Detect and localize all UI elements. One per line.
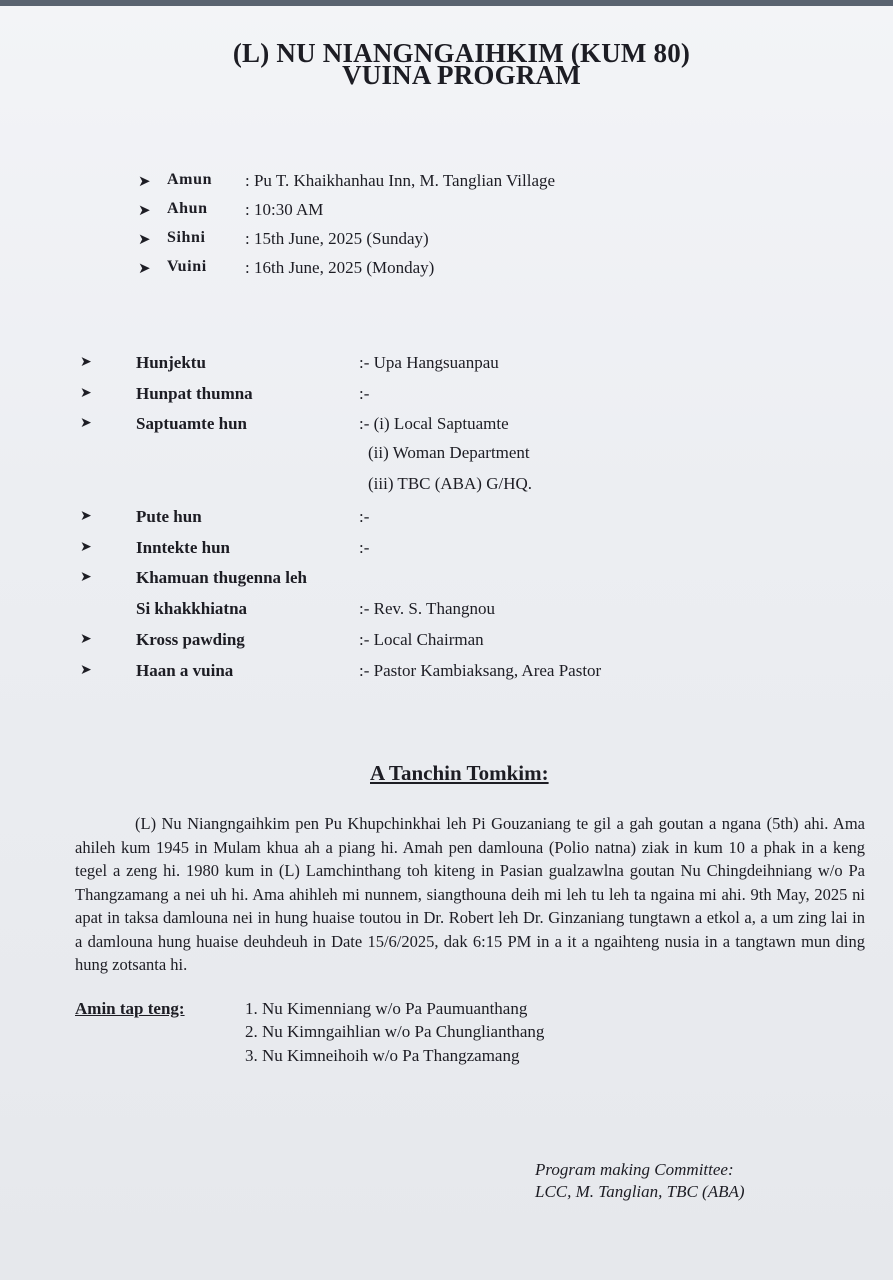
saptuamte-sub-item: (ii) Woman Department — [368, 443, 530, 462]
arrow-icon: ➤ — [138, 232, 151, 248]
info-value: : 16th June, 2025 (Monday) — [245, 258, 435, 277]
program-value: :- Upa Hangsuanpau — [359, 353, 499, 372]
arrow-icon: ➤ — [138, 174, 151, 190]
program-value: :- Pastor Kambiaksang, Area Pastor — [359, 661, 602, 680]
family-item: 2. Nu Kimngaihlian w/o Pa Chunglianthang — [245, 1022, 545, 1041]
program-label: Pute hun — [136, 507, 202, 526]
info-label: Amun — [167, 171, 213, 188]
program-label: Hunjektu — [136, 353, 206, 372]
program-value: :- Local Chairman — [359, 630, 484, 649]
arrow-icon: ➤ — [80, 416, 92, 431]
committee-title: Program making Committee: — [535, 1160, 734, 1179]
arrow-icon: ➤ — [138, 203, 151, 219]
program-value: :- Rev. S. Thangnou — [359, 599, 495, 618]
program-label: Kross pawding — [136, 630, 245, 649]
top-edge — [0, 0, 893, 6]
info-value: : Pu T. Khaikhanhau Inn, M. Tanglian Village — [245, 171, 556, 190]
program-value: :- — [359, 507, 370, 526]
program-label: Haan a vuina — [136, 661, 234, 680]
document-subtitle: VUINA PROGRAM — [342, 60, 581, 90]
info-value: : 15th June, 2025 (Sunday) — [245, 229, 429, 248]
arrow-icon: ➤ — [80, 632, 92, 647]
program-value: :- — [359, 538, 370, 557]
info-label: Sihni — [167, 229, 206, 246]
program-label: Hunpat thumna — [136, 384, 253, 403]
arrow-icon: ➤ — [80, 663, 92, 678]
family-item: 1. Nu Kimenniang w/o Pa Paumuanthang — [245, 999, 528, 1018]
program-value: :- (i) Local Saptuamte — [359, 414, 509, 433]
section-title: A Tanchin Tomkim: — [370, 761, 549, 785]
saptuamte-sub-item: (iii) TBC (ABA) G/HQ. — [368, 474, 533, 493]
arrow-icon: ➤ — [80, 540, 92, 555]
family-item: 3. Nu Kimneihoih w/o Pa Thangzamang — [245, 1046, 520, 1065]
committee-name: LCC, M. Tanglian, TBC (ABA) — [535, 1182, 745, 1201]
document-title: (L) NU NIANGNGAIHKIM (KUM 80) — [232, 38, 691, 68]
arrow-icon: ➤ — [80, 509, 92, 524]
arrow-icon: ➤ — [80, 386, 92, 401]
arrow-icon: ➤ — [80, 355, 92, 370]
info-label: Vuini — [167, 258, 207, 275]
program-label: Saptuamte hun — [136, 414, 248, 433]
info-value: : 10:30 AM — [245, 200, 324, 219]
program-value: :- — [359, 384, 370, 403]
biography-paragraph: (L) Nu Niangngaihkim pen Pu Khupchinkhai leh Pi Gouzaniang te gil a gah goutan a ngana (5th) ahi. Ama ahileh kum 1945 in Mulam khua ah a piang hi. Amah pen damlouna (Polio natna) ziak in kum 10 a phak in a keng tegel a zeng hi. 1980 kum in (L) Lamchinthang toh kiteng in Pasian gualzawlna goutan Nu Chingdeihniang w/o Pa Thangzamang a nei uh hi. Ama ahihleh mi nunnem, siangthouna deih mi leh tu leh ta ngaina mi ahi. 9th May, 2025 ni apat in taksa damlouna nei in hung huaise toutou in Dr. Robert leh Dr. Ginzaniang tungtawn a etkol a, a um zing lai in a damlouna hung huaise deuhdeuh in Date 15/6/2025, dak 6:15 PM in a it a ngaihteng nusia in a tangtawn mun ding hung zotsanta hi. — [75, 814, 865, 974]
program-label: Inntekte hun — [136, 538, 231, 557]
arrow-icon: ➤ — [138, 261, 151, 277]
program-label: Khamuan thugenna leh — [136, 568, 307, 587]
program-label: Si khakkhiatna — [136, 599, 248, 618]
family-label: Amin tap teng: — [75, 999, 185, 1018]
arrow-icon: ➤ — [80, 570, 92, 585]
info-label: Ahun — [167, 200, 208, 217]
